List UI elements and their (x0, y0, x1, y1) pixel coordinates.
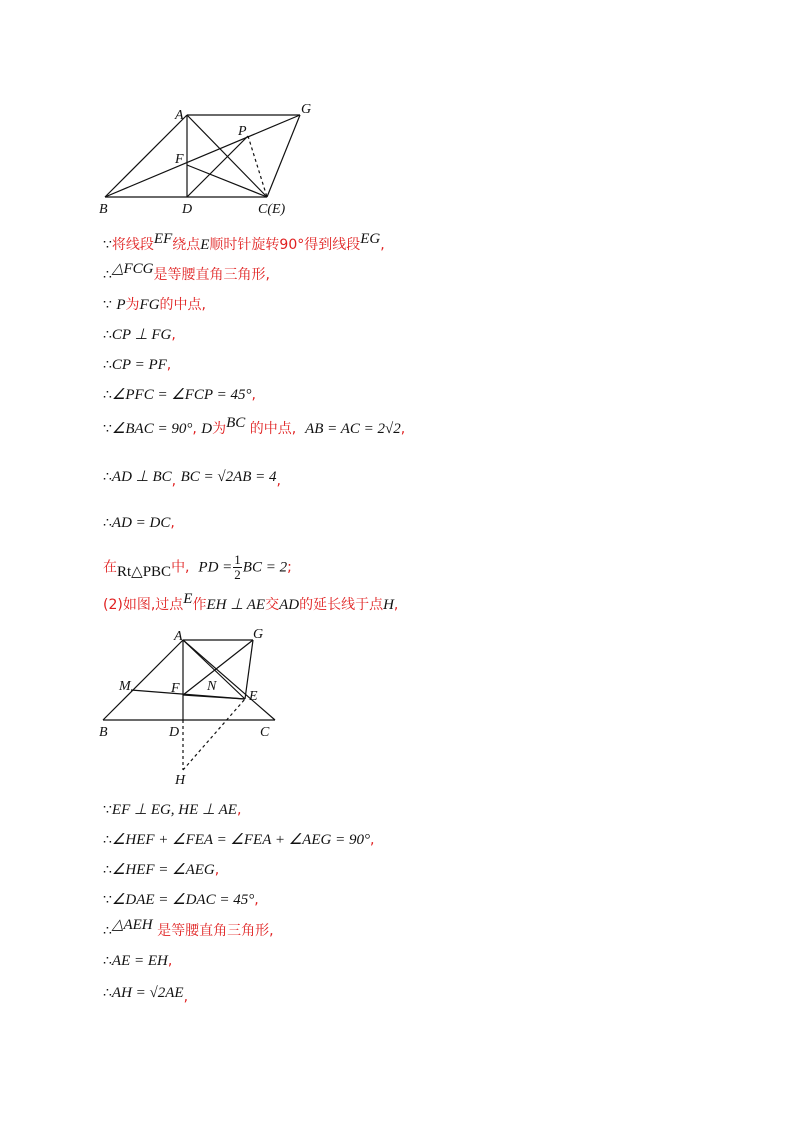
segment-FE (183, 695, 245, 699)
line-15: ∴△AEH 是等腰直角三角形, (103, 917, 274, 939)
fraction-one-half: $\frac{1}{2}$ (234, 552, 241, 582)
line-6: ∴∠PFC = ∠FCP = 45°, (103, 387, 256, 403)
line-17: ∴AH = √2AE, (103, 985, 189, 1005)
line-12: ∴∠HEF + ∠FEA = ∠FEA + ∠AEG = 90°, (103, 832, 375, 848)
line-14: ∵∠DAE = ∠DAC = 45°, (103, 892, 259, 908)
label-H: H (175, 773, 186, 788)
line-16: ∴AE = EH, (103, 953, 173, 969)
segment-BG (105, 115, 300, 197)
segment-DP (187, 136, 248, 197)
label-F: F (171, 681, 180, 696)
label-B: B (99, 725, 108, 740)
segment-HE-dashed (183, 699, 245, 770)
label-A: A (174, 629, 183, 644)
part2-intro: (2)如图,过点E作EH ⊥ AE交AD的延长线于点H, (103, 591, 399, 613)
segment-BA (103, 640, 183, 720)
label-A: A (175, 108, 184, 123)
label-D: D (169, 725, 180, 740)
label-G: G (253, 627, 264, 642)
line-13: ∴∠HEF = ∠AEG, (103, 862, 220, 878)
line-1: ∵将线段EF绕点E顺时针旋转90°得到线段EG, (103, 231, 385, 253)
segment-FC (187, 165, 267, 197)
label-N: N (207, 679, 217, 694)
label-E: E (249, 689, 258, 704)
segment-FG (183, 640, 253, 695)
label-P: P (238, 124, 247, 139)
label-M: M (119, 679, 131, 694)
line-2: ∴△FCG是等腰直角三角形, (103, 261, 270, 283)
line-7: ∵∠BAC = 90°, D为BC 的中点, AB = AC = 2√2, (103, 415, 406, 437)
figure-1-parallelogram (95, 95, 325, 220)
label-C-E: C(E) (258, 202, 286, 217)
line-4: ∴CP ⊥ FG, (103, 327, 176, 343)
label-C: C (260, 725, 270, 740)
segment-AC (183, 640, 275, 720)
label-B: B (99, 202, 108, 217)
line-8: ∴AD ⊥ BC, BC = √2AB = 4, (103, 469, 281, 489)
line-11: ∵EF ⊥ EG, HE ⊥ AE, (103, 802, 242, 818)
line-3: ∵ P为FG的中点, (103, 297, 206, 313)
line-9: ∴AD = DC, (103, 515, 175, 531)
line-10: 在Rt△PBC中, PD = $\frac{1}{2}$ BC = 2; (103, 552, 292, 582)
label-D: D (182, 202, 193, 217)
label-F: F (175, 152, 184, 167)
figure-2-construction (95, 622, 295, 792)
line-5: ∴CP = PF, (103, 357, 172, 373)
label-G: G (301, 102, 312, 117)
